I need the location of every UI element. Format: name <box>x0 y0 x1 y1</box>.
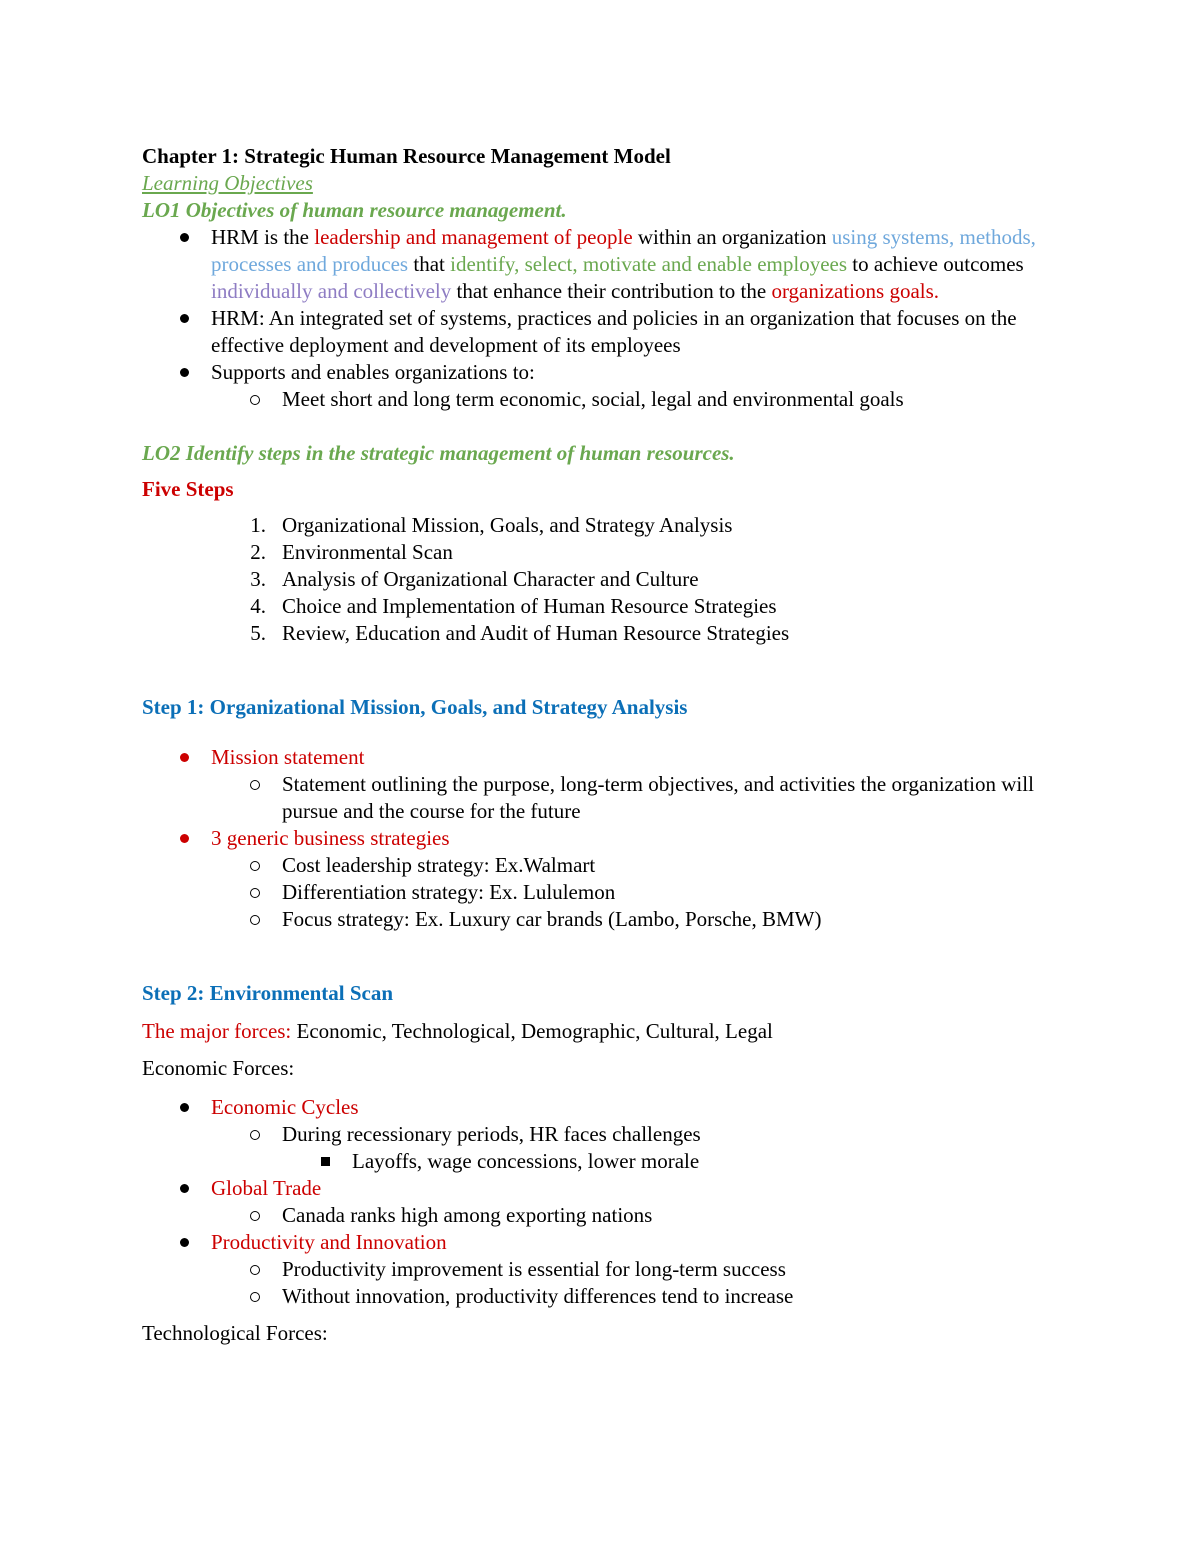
circle-bullet-icon <box>245 1121 265 1148</box>
circle-bullet-icon <box>245 771 265 798</box>
generic-sub: Focus strategy: Ex. Luxury car brands (Lambo, Porsche, BMW) <box>142 906 1072 933</box>
economic-cycles-bullet: Economic Cycles <box>142 1094 1072 1121</box>
lo1-bullet-2: HRM: An integrated set of systems, practices and policies in an organization that focuses on the effective deployment and development of its employees <box>142 305 1072 359</box>
bullet-icon <box>174 825 194 852</box>
economic-cycles-subsub: Layoffs, wage concessions, lower morale <box>142 1148 1072 1175</box>
productivity-bullet: Productivity and Innovation <box>142 1229 1072 1256</box>
document-page <box>142 143 1072 1347</box>
global-trade-bullet: Global Trade <box>142 1175 1072 1202</box>
productivity-sub: Productivity improvement is essential for long-term success <box>142 1256 1072 1283</box>
generic-sub: Cost leadership strategy: Ex.Walmart <box>142 852 1072 879</box>
square-bullet-icon <box>315 1148 335 1175</box>
lo1-heading: LO1 Objectives of human resource management. <box>142 198 567 222</box>
step2-list <box>142 1094 1072 1310</box>
economic-cycles-sub: During recessionary periods, HR faces challenges <box>142 1121 1072 1148</box>
lo1-bullet-3-sub: Meet short and long term economic, social, legal and environmental goals <box>142 386 1072 413</box>
step-list-item: 1. Organizational Mission, Goals, and Strategy Analysis <box>250 513 733 537</box>
bullet-icon <box>174 224 194 251</box>
technological-forces-label: Technological Forces: <box>142 1321 328 1345</box>
bullet-icon <box>174 1094 194 1121</box>
circle-bullet-icon <box>245 906 265 933</box>
circle-bullet-icon <box>245 1283 265 1310</box>
five-steps-list <box>142 512 1072 647</box>
generic-sub: Differentiation strategy: Ex. Lululemon <box>142 879 1072 906</box>
economic-forces-label: Economic Forces: <box>142 1056 295 1080</box>
lo2-heading: LO2 Identify steps in the strategic management of human resources. <box>142 441 735 465</box>
step1-list <box>142 744 1072 933</box>
circle-bullet-icon <box>245 852 265 879</box>
learning-objectives-label: Learning Objectives <box>142 171 313 195</box>
step-list-item: 3. Analysis of Organizational Character and Culture <box>250 567 699 591</box>
major-forces-line: The major forces: Economic, Technological, Demographic, Cultural, Legal <box>142 1019 773 1043</box>
bullet-icon <box>174 359 194 386</box>
mission-sub: Statement outlining the purpose, long-term objectives, and activities the organization will pursue and the course for the future <box>142 771 1072 825</box>
generic-strategies-bullet: 3 generic business strategies <box>142 825 1072 852</box>
bullet-icon <box>174 305 194 332</box>
five-steps-label: Five Steps <box>142 477 234 501</box>
chapter-title: Chapter 1: Strategic Human Resource Management Model <box>142 144 671 168</box>
lo1-bullet-1: HRM is the leadership and management of people within an organization using systems, methods, processes and produces that identify, select, motivate and enable employees to achieve outcomes individually and collectively that enhance their contribution to the organizations goals. <box>142 224 1072 305</box>
circle-bullet-icon <box>245 1202 265 1229</box>
step-list-item: 4. Choice and Implementation of Human Resource Strategies <box>250 594 777 618</box>
global-trade-sub: Canada ranks high among exporting nations <box>142 1202 1072 1229</box>
lo1-list <box>142 224 1072 413</box>
bullet-icon <box>174 744 194 771</box>
step2-heading: Step 2: Environmental Scan <box>142 981 394 1005</box>
step1-heading: Step 1: Organizational Mission, Goals, and Strategy Analysis <box>142 695 688 719</box>
step-list-item: 2. Environmental Scan <box>250 540 453 564</box>
circle-bullet-icon <box>245 386 265 413</box>
circle-bullet-icon <box>245 879 265 906</box>
productivity-sub: Without innovation, productivity differences tend to increase <box>142 1283 1072 1310</box>
lo1-bullet-3: Supports and enables organizations to: <box>142 359 1072 386</box>
bullet-icon <box>174 1229 194 1256</box>
mission-bullet: Mission statement <box>142 744 1072 771</box>
circle-bullet-icon <box>245 1256 265 1283</box>
step-list-item: 5. Review, Education and Audit of Human Resource Strategies <box>250 621 790 645</box>
bullet-icon <box>174 1175 194 1202</box>
